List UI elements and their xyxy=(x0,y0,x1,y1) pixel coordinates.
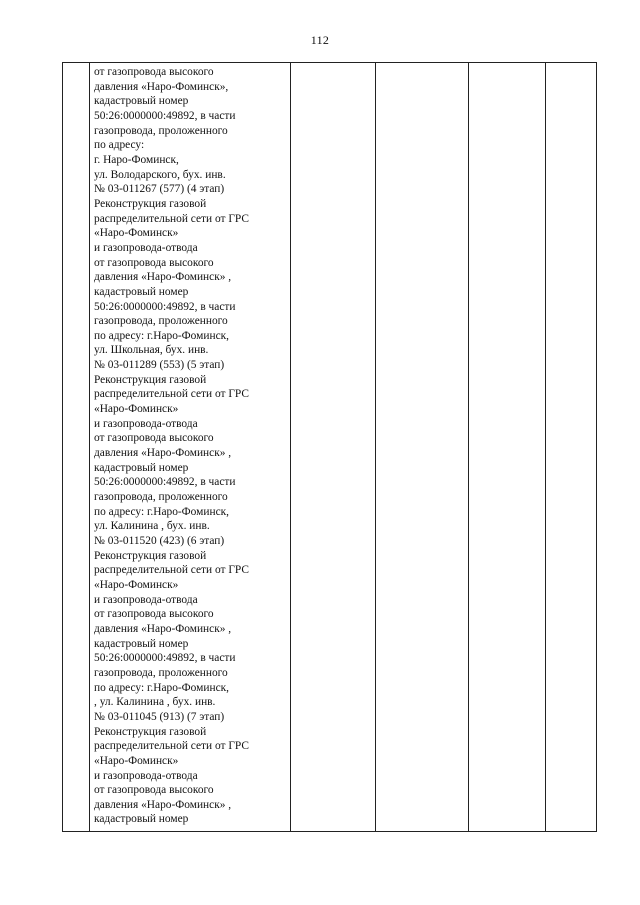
description-line: по адресу: xyxy=(94,139,145,152)
description-line: кадастровый номер xyxy=(94,461,189,474)
table-row xyxy=(63,63,597,832)
table-cell-4 xyxy=(376,63,469,832)
description-line: ул. Калинина , бух. инв. xyxy=(94,520,210,533)
description-line: 50:26:0000000:49892, в части xyxy=(94,109,236,122)
description-line: № 03-011289 (553) (5 этап) xyxy=(94,359,225,372)
description-line: Реконструкция газовой xyxy=(94,373,207,386)
description-line: распределительной сети от ГРС xyxy=(94,564,249,577)
description-line: кадастровый номер xyxy=(94,637,189,650)
description-line: и газопровода-отвода xyxy=(94,593,198,606)
description-line: «Наро-Фоминск» xyxy=(94,578,179,591)
description-line: Реконструкция газовой xyxy=(94,725,207,738)
description-line: , ул. Калинина , бух. инв. xyxy=(94,696,216,709)
description-line: по адресу: г.Наро-Фоминск, xyxy=(94,329,230,342)
description-line: газопровода, проложенного xyxy=(94,491,228,504)
description-line: г. Наро-Фоминск, xyxy=(94,153,179,166)
property-description xyxy=(94,65,288,827)
description-line: «Наро-Фоминск» xyxy=(94,227,179,240)
description-line: и газопровода-отвода xyxy=(94,769,198,782)
description-line: газопровода, проложенного xyxy=(94,315,228,328)
description-line: кадастровый номер xyxy=(94,285,189,298)
description-line: «Наро-Фоминск» xyxy=(94,754,179,767)
description-line: «Наро-Фоминск» xyxy=(94,403,179,416)
description-line: 50:26:0000000:49892, в части xyxy=(94,476,236,489)
description-line: распределительной сети от ГРС xyxy=(94,212,249,225)
description-line: давления «Наро-Фоминск» , xyxy=(94,271,232,284)
description-line: кадастровый номер xyxy=(94,813,189,826)
property-description-cell xyxy=(90,63,291,832)
description-line: № 03-011267 (577) (4 этап) xyxy=(94,183,225,196)
description-line: кадастровый номер xyxy=(94,95,189,108)
description-line: от газопровода высокого xyxy=(94,66,214,78)
description-line: от газопровода высокого xyxy=(94,608,214,621)
description-line: от газопровода высокого xyxy=(94,784,214,797)
page-number: 112 xyxy=(310,33,330,47)
description-line: от газопровода высокого xyxy=(94,256,214,269)
description-line: № 03-011520 (423) (6 этап) xyxy=(94,535,225,547)
table-cell-3 xyxy=(291,63,376,832)
table-cell-6 xyxy=(546,63,597,832)
table-cell-5 xyxy=(469,63,546,832)
description-line: по адресу: г.Наро-Фоминск, xyxy=(94,681,230,694)
description-line: распределительной сети от ГРС xyxy=(94,388,249,401)
description-line: и газопровода-отвода xyxy=(94,417,198,430)
description-line: Реконструкция газовой xyxy=(94,549,207,562)
description-line: давления «Наро-Фоминск» , xyxy=(94,622,232,635)
description-line: давления «Наро-Фоминск», xyxy=(94,80,229,93)
description-line: по адресу: г.Наро-Фоминск, xyxy=(94,505,230,518)
description-line: 50:26:0000000:49892, в части xyxy=(94,300,236,313)
description-line: давления «Наро-Фоминск» , xyxy=(94,447,232,460)
row-number-cell xyxy=(63,63,90,832)
property-table xyxy=(62,62,597,832)
description-line: распределительной сети от ГРС xyxy=(94,740,249,753)
description-line: от газопровода высокого xyxy=(94,432,214,445)
description-line: ул. Володарского, бух. инв. xyxy=(94,168,226,181)
description-line: № 03-011045 (913) (7 этап) xyxy=(94,710,225,723)
description-line: ул. Школьная, бух. инв. xyxy=(94,344,209,357)
description-line: газопровода, проложенного xyxy=(94,666,228,679)
description-line: газопровода, проложенного xyxy=(94,124,228,137)
description-line: давления «Наро-Фоминск» , xyxy=(94,798,232,811)
description-line: Реконструкция газовой xyxy=(94,197,207,210)
description-line: и газопровода-отвода xyxy=(94,241,198,254)
description-line: 50:26:0000000:49892, в части xyxy=(94,652,236,665)
